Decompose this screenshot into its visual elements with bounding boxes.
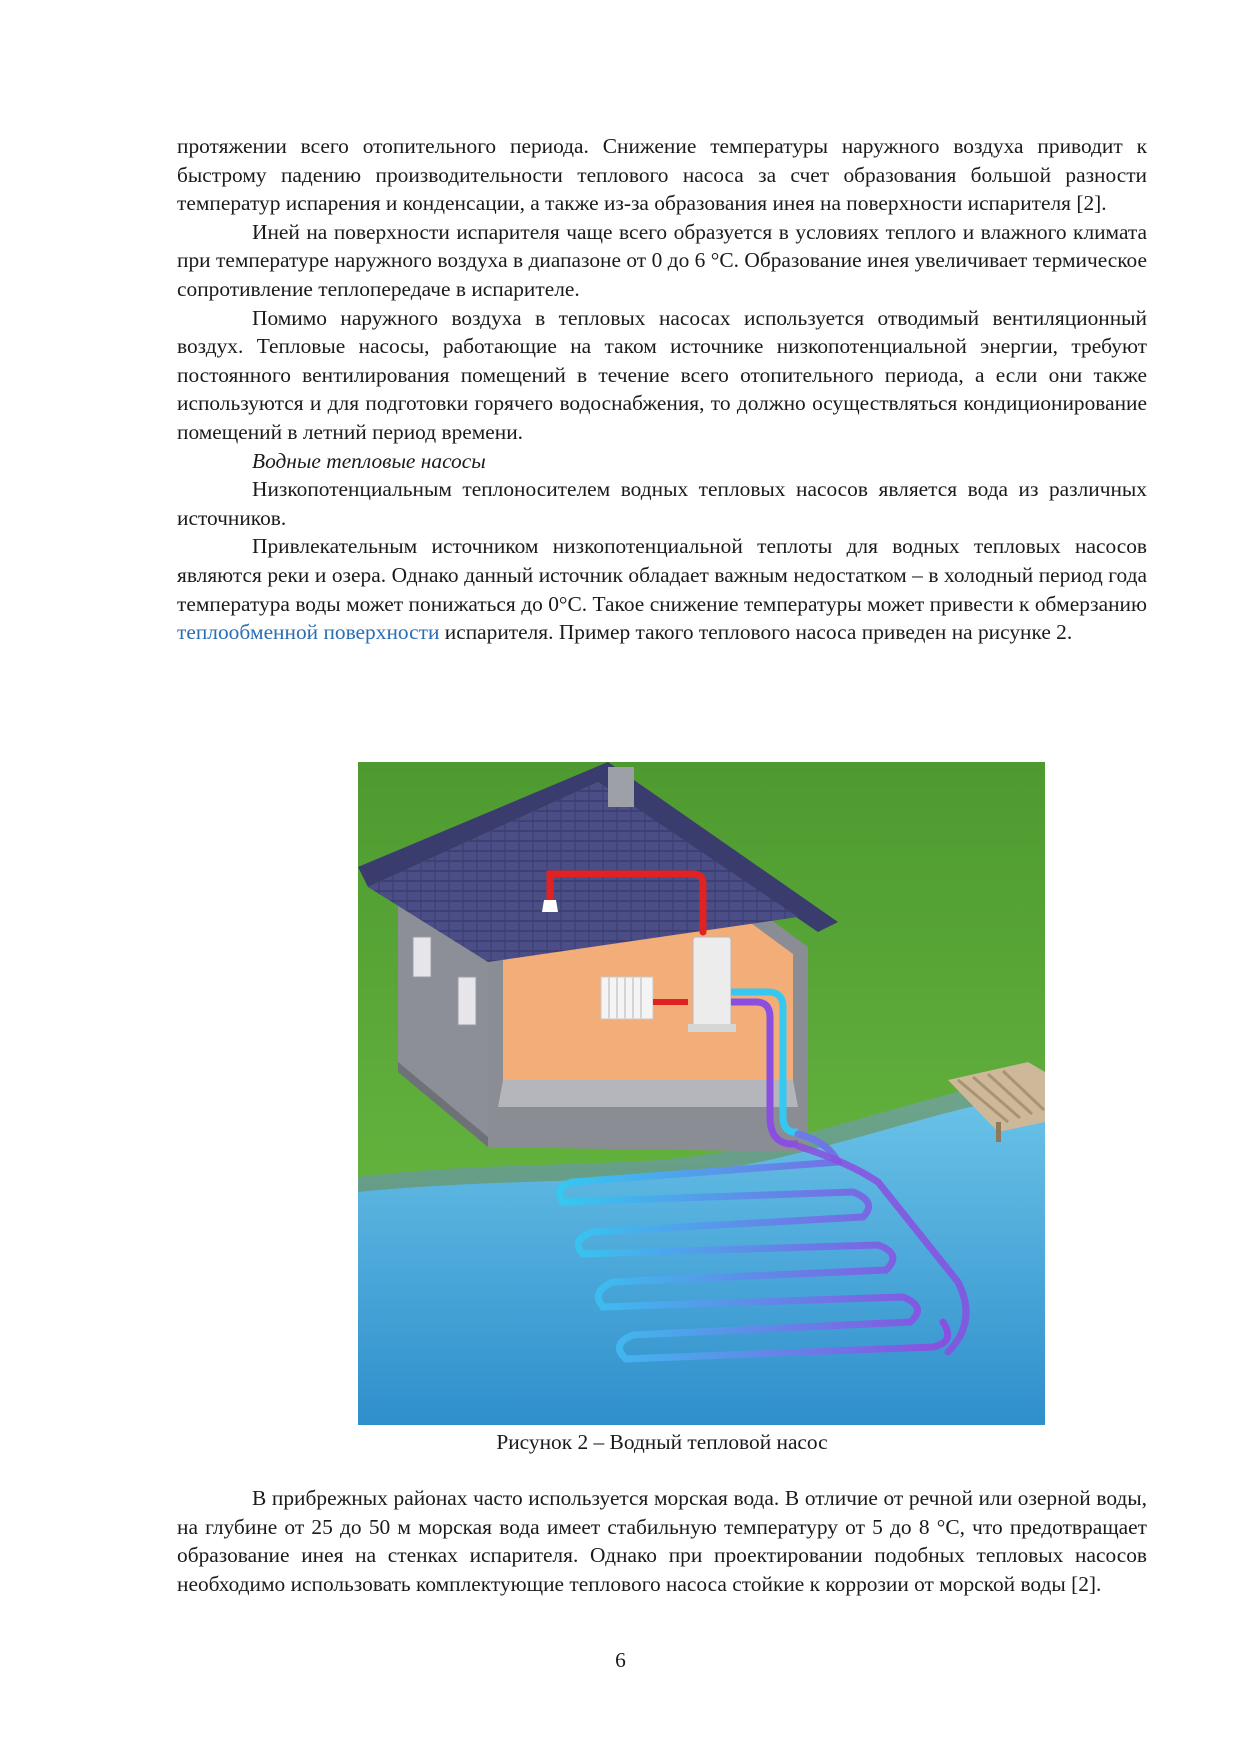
- paragraph-1: протяжении всего отопительного периода. Снижение температуры наружного воздуха приводит к быстрому падению производительности теплового насоса за счет образования большой разности температур испарения и конденсации, а также из-за образования инея на поверхности испарителя [2].: [177, 134, 1147, 216]
- heat-exchange-surface-link[interactable]: теплообменной поверхности: [177, 620, 440, 645]
- side-window: [458, 977, 476, 1025]
- bottom-text-block: [177, 1484, 1147, 1598]
- paragraph-4: Низкопотенциальным теплоносителем водных тепловых насосов является вода из различных источников.: [177, 477, 1147, 530]
- radiator: [601, 977, 653, 1019]
- house-floor: [498, 1080, 798, 1107]
- figure-caption: Рисунок 2 – Водный тепловой насос: [496, 1430, 828, 1454]
- heat-pump-unit: [693, 937, 731, 1027]
- water-heat-pump-illustration: [358, 762, 1045, 1425]
- figure-water-heat-pump: [358, 762, 1045, 1425]
- section-heading: Водные тепловые насосы: [252, 448, 486, 473]
- top-text-block: [177, 132, 1147, 647]
- paragraph-5: [177, 532, 1147, 646]
- paragraph-3: Помимо наружного воздуха в тепловых насосах используется отводимый вентиляционный воздух. Тепловые насосы, работающие на таком источнике низкопотенциальной энергии, требуют постоянного вентилирования помещений в течение всего отопительного периода, а если они также используются и для подготовки горячего водоснабжения, то должно осуществляться кондиционирование помещений в летний период времени.: [177, 305, 1147, 444]
- paragraph-6: В прибрежных районах часто используется морская вода. В отличие от речной или озерной воды, на глубине от 25 до 50 м морская вода имеет стабильную температуру от 5 до 8 °С, что предотвращает образование инея на стенках испарителя. Однако при проектировании подобных тепловых насосов необходимо использовать комплектующие теплового насоса стойкие к коррозии от морской воды [2].: [177, 1486, 1147, 1596]
- paragraph-5-end: испарителя. Пример такого теплового насоса приведен на рисунке 2.: [439, 620, 1073, 645]
- paragraph-2: Иней на поверхности испарителя чаще всего образуется в условиях теплого и влажного климата при температуре наружного воздуха в диапазоне от 0 до 6 °С. Образование инея увеличивает термическое сопротивление теплопередаче в испарителе.: [177, 219, 1147, 301]
- chimney: [608, 767, 634, 807]
- side-window: [413, 937, 431, 977]
- outlet-icon: [542, 900, 558, 912]
- page-number: 6: [615, 1648, 626, 1672]
- paragraph-5-start: Привлекательным источником низкопотенциальной теплоты для водных тепловых насосов являются реки и озера. Однако данный источник обладает важным недостатком – в холодный период года температура воды может понижаться до 0°С. Такое снижение температуры может привести к обмерзанию: [177, 534, 1147, 616]
